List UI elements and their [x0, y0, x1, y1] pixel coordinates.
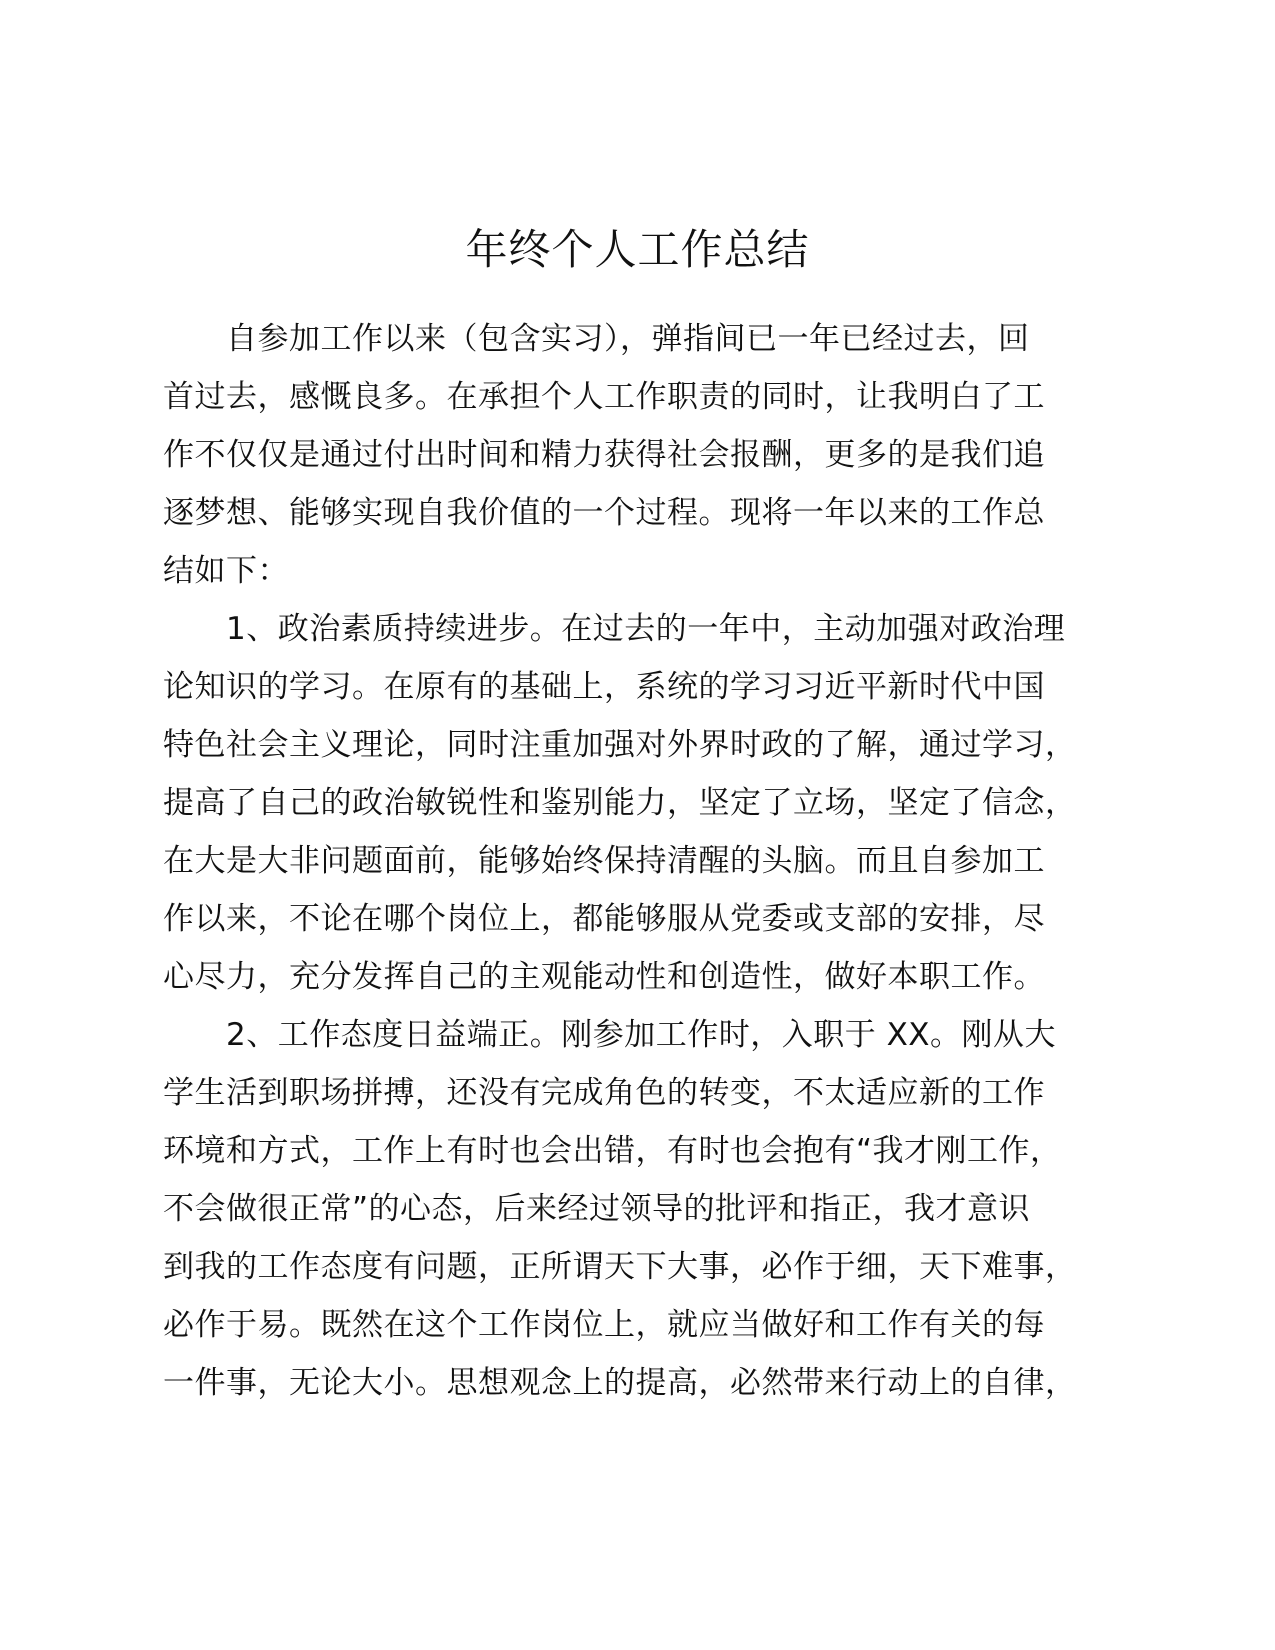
body-line: 自参加工作以来（包含实习），弹指间已一年已经过去，回: [163, 321, 1030, 357]
body-line: 不会做很正常”的心态，后来经过领导的批评和指正，我才意识: [163, 1191, 1031, 1227]
body-line: 必作于易。既然在这个工作岗位上，就应当做好和工作有关的每: [163, 1307, 1045, 1343]
body-line: 作以来，不论在哪个岗位上，都能够服从党委或支部的安排，尽: [163, 901, 1045, 937]
body-line: 一件事，无论大小。思想观念上的提高，必然带来行动上的自律，: [163, 1365, 1077, 1401]
body-line: 提高了自己的政治敏锐性和鉴别能力，坚定了立场，坚定了信念，: [163, 785, 1077, 821]
body-line: 在大是大非问题面前，能够始终保持清醒的头脑。而且自参加工: [163, 843, 1045, 879]
document-title: 年终个人工作总结: [465, 225, 810, 274]
body-line: 逐梦想、能够实现自我价值的一个过程。现将一年以来的工作总: [163, 495, 1045, 531]
body-line: 到我的工作态度有问题，正所谓天下大事，必作于细，天下难事，: [163, 1249, 1077, 1285]
body-line: 特色社会主义理论，同时注重加强对外界时政的了解，通过学习，: [163, 727, 1077, 763]
body-line: 环境和方式，工作上有时也会出错，有时也会抱有“我才刚工作，: [163, 1133, 1062, 1169]
body-line: 学生活到职场拼搏，还没有完成角色的转变，不太适应新的工作: [163, 1075, 1045, 1111]
body-line: 作不仅仅是通过付出时间和精力获得社会报酬，更多的是我们追: [163, 437, 1045, 473]
body-line: 2、工作态度日益端正。刚参加工作时，入职于 XX。刚从大: [163, 1017, 1057, 1053]
body-line: 论知识的学习。在原有的基础上，系统的学习习近平新时代中国: [163, 669, 1045, 705]
body-line: 结如下：: [163, 553, 289, 589]
body-line: 首过去，感慨良多。在承担个人工作职责的同时，让我明白了工: [163, 379, 1045, 415]
body-line: 心尽力，充分发挥自己的主观能动性和创造性，做好本职工作。: [163, 959, 1045, 995]
body-line: 1、政治素质持续进步。在过去的一年中，主动加强对政治理: [163, 611, 1066, 647]
document-body: [163, 310, 1123, 1412]
